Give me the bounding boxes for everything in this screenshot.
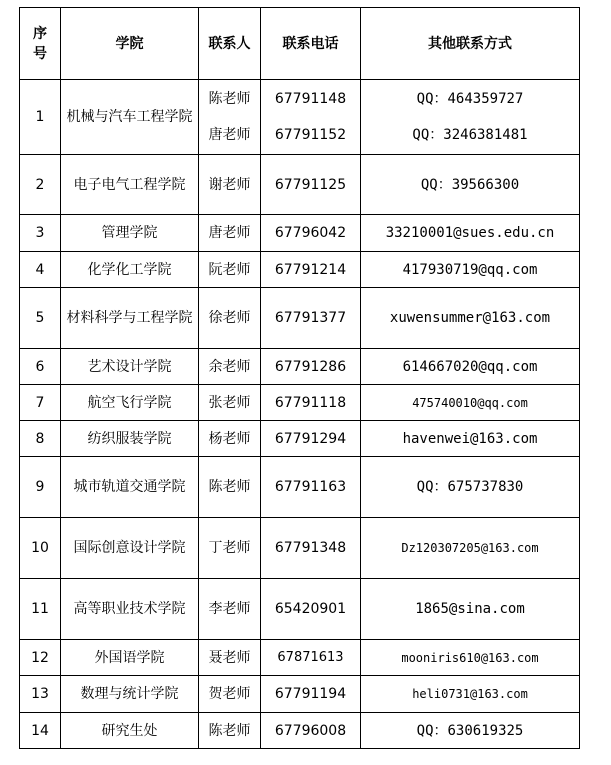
- row-seq: 6: [20, 349, 61, 385]
- header-other: 其他联系方式: [361, 8, 580, 80]
- table-row: [20, 457, 580, 518]
- table-row: [20, 640, 580, 676]
- row-college: 材料科学与工程学院: [61, 288, 199, 349]
- row-seq: 2: [20, 155, 61, 215]
- table-row: [20, 288, 580, 349]
- header-row: [20, 8, 580, 80]
- row-seq: 8: [20, 421, 61, 457]
- row-contact: 余老师: [199, 349, 261, 385]
- row-other-2: QQ：3246381481: [412, 127, 528, 143]
- table-row: [20, 385, 580, 421]
- row-other: mooniris610@163.com: [361, 640, 580, 676]
- row-contact: 陈老师: [199, 713, 261, 749]
- row-contact: 贺老师: [199, 676, 261, 713]
- row-contact: 阮老师: [199, 252, 261, 288]
- table-row: [20, 155, 580, 215]
- row-phone: 67796042: [261, 215, 361, 252]
- row-phone: 67791194: [261, 676, 361, 713]
- row-phone: [261, 80, 361, 155]
- row-other: QQ：39566300: [361, 155, 580, 215]
- row-college: 数理与统计学院: [61, 676, 199, 713]
- header-phone: 联系电话: [261, 8, 361, 80]
- row-other: QQ：675737830: [361, 457, 580, 518]
- row-contact-2: 唐老师: [208, 127, 251, 143]
- row-contact: 唐老师: [199, 215, 261, 252]
- row-phone: 67791125: [261, 155, 361, 215]
- row-other: QQ：630619325: [361, 713, 580, 749]
- row-contact: 聂老师: [199, 640, 261, 676]
- table-row: [20, 215, 580, 252]
- row-seq: 4: [20, 252, 61, 288]
- row-college: 航空飞行学院: [61, 385, 199, 421]
- row-seq: 13: [20, 676, 61, 713]
- row-phone-2: 67791152: [274, 127, 347, 143]
- row-other: 614667020@qq.com: [361, 349, 580, 385]
- row-other: heli0731@163.com: [361, 676, 580, 713]
- header-college: 学院: [61, 8, 199, 80]
- row-phone: 65420901: [261, 579, 361, 640]
- contact-table: [19, 7, 580, 749]
- row-contact: 杨老师: [199, 421, 261, 457]
- row-other: [361, 80, 580, 155]
- row-phone: 67791348: [261, 518, 361, 579]
- row-seq: 9: [20, 457, 61, 518]
- header-seq: 序号: [20, 8, 61, 80]
- row-contact: 陈老师: [199, 457, 261, 518]
- row-other: 1865@sina.com: [361, 579, 580, 640]
- table-row: [20, 676, 580, 713]
- row-contact: [199, 80, 261, 155]
- row-contact-1: 陈老师: [208, 91, 251, 107]
- table-row: [20, 518, 580, 579]
- row-contact: 李老师: [199, 579, 261, 640]
- row-seq: 7: [20, 385, 61, 421]
- row-seq: 10: [20, 518, 61, 579]
- row-college: 机械与汽车工程学院: [61, 80, 199, 155]
- table-row: [20, 713, 580, 749]
- row-college: 外国语学院: [61, 640, 199, 676]
- table-row: [20, 252, 580, 288]
- row-seq: 5: [20, 288, 61, 349]
- row-contact: 徐老师: [199, 288, 261, 349]
- row-phone: 67796008: [261, 713, 361, 749]
- row-phone: 67791118: [261, 385, 361, 421]
- row-contact: 丁老师: [199, 518, 261, 579]
- row-seq: 1: [20, 80, 61, 155]
- row-phone-1: 67791148: [274, 91, 347, 107]
- row-seq: 12: [20, 640, 61, 676]
- row-college: 化学化工学院: [61, 252, 199, 288]
- row-college: 国际创意设计学院: [61, 518, 199, 579]
- table-row: [20, 579, 580, 640]
- row-phone: 67791286: [261, 349, 361, 385]
- row-college: 研究生处: [61, 713, 199, 749]
- row-college: 电子电气工程学院: [61, 155, 199, 215]
- row-other-1: QQ：464359727: [416, 91, 524, 107]
- row-other: 417930719@qq.com: [361, 252, 580, 288]
- row-college: 纺织服装学院: [61, 421, 199, 457]
- row-contact: 谢老师: [199, 155, 261, 215]
- row-contact: 张老师: [199, 385, 261, 421]
- row-other: Dz120307205@163.com: [361, 518, 580, 579]
- row-phone: 67791214: [261, 252, 361, 288]
- table-row: [20, 421, 580, 457]
- header-contact: 联系人: [199, 8, 261, 80]
- table-row: [20, 80, 580, 155]
- row-other: 475740010@qq.com: [361, 385, 580, 421]
- row-college: 管理学院: [61, 215, 199, 252]
- row-seq: 3: [20, 215, 61, 252]
- row-seq: 14: [20, 713, 61, 749]
- row-college: 城市轨道交通学院: [61, 457, 199, 518]
- row-other: xuwensummer@163.com: [361, 288, 580, 349]
- row-phone: 67791377: [261, 288, 361, 349]
- table-row: [20, 349, 580, 385]
- row-seq: 11: [20, 579, 61, 640]
- row-phone: 67871613: [261, 640, 361, 676]
- row-other: havenwei@163.com: [361, 421, 580, 457]
- row-college: 高等职业技术学院: [61, 579, 199, 640]
- row-college: 艺术设计学院: [61, 349, 199, 385]
- row-phone: 67791163: [261, 457, 361, 518]
- row-other: 33210001@sues.edu.cn: [361, 215, 580, 252]
- row-phone: 67791294: [261, 421, 361, 457]
